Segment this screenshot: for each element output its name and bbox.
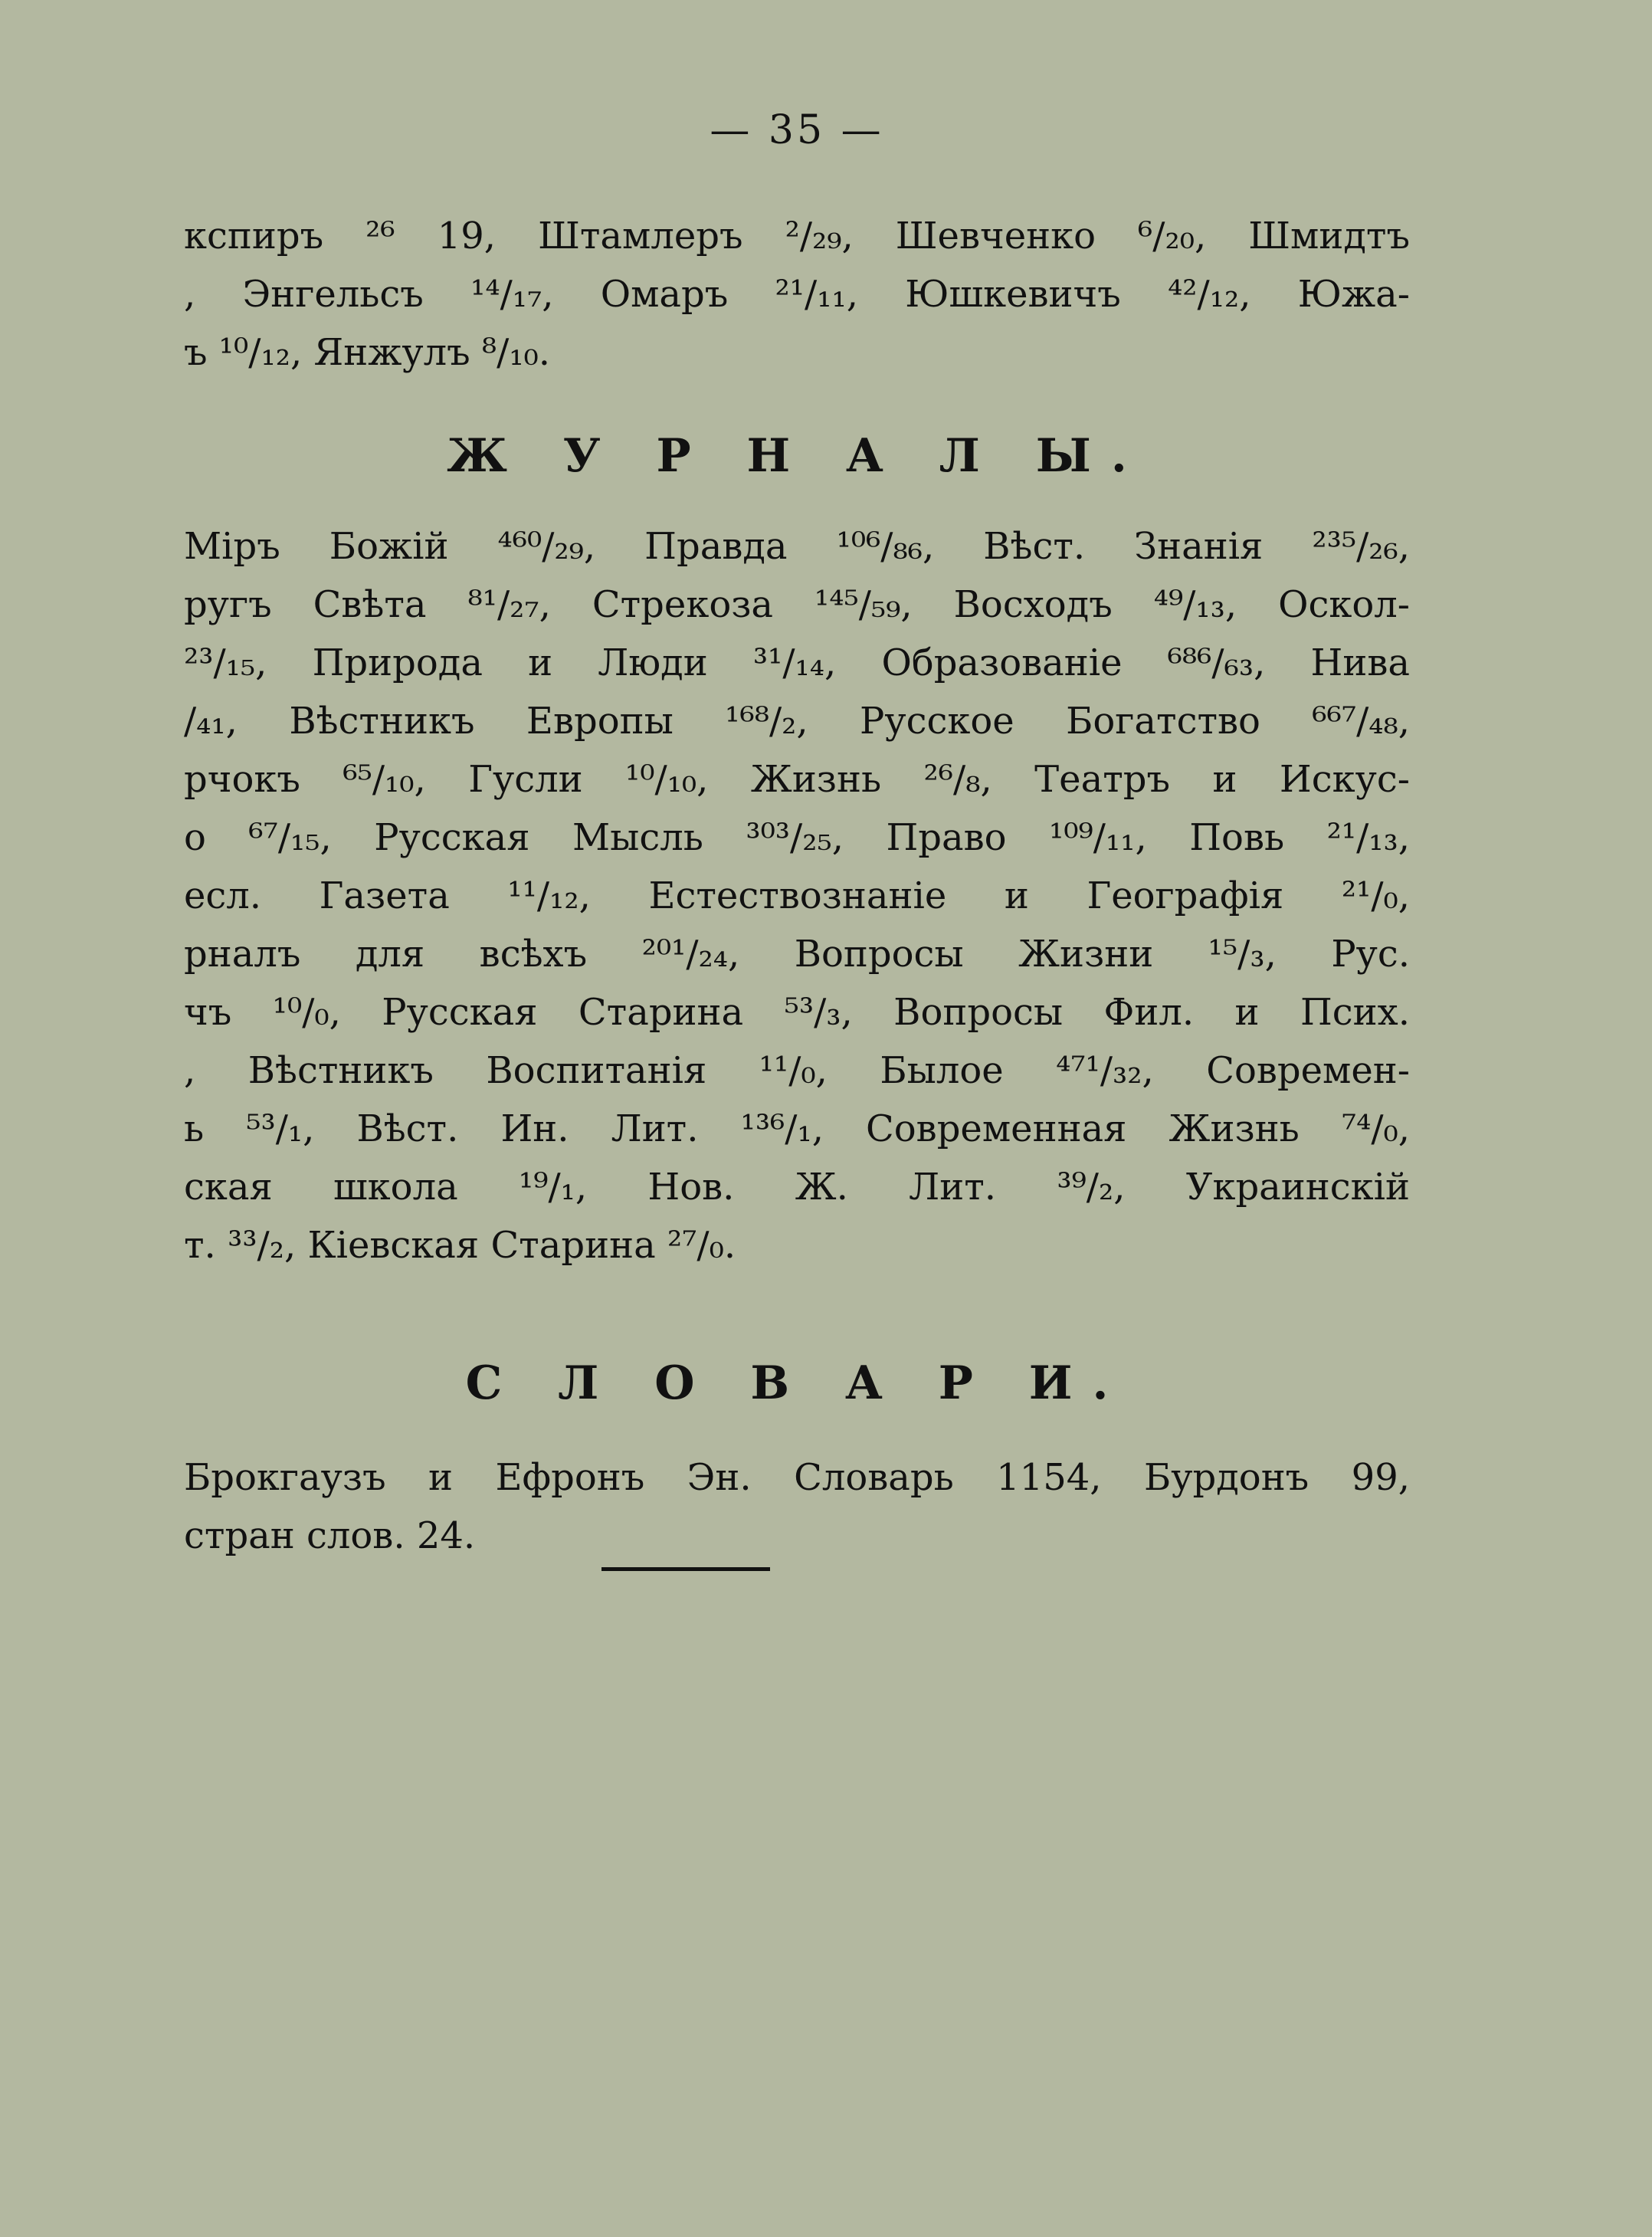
page-number: — 35 — bbox=[710, 107, 884, 153]
text-line: стран слов. 24. bbox=[184, 1514, 476, 1557]
text-line: т. ³³/₂, Кіевская Старина ²⁷/₀. bbox=[184, 1224, 736, 1267]
journals-paragraph bbox=[184, 517, 1410, 1274]
text-line: есл. Газета ¹¹/₁₂, Естествознаніе и Географія ²¹/₀, bbox=[184, 874, 1410, 917]
text-line: ская школа ¹⁹/₁, Нов. Ж. Лит. ³⁹/₂, Украинскій bbox=[184, 1166, 1410, 1209]
text-line: ²³/₁₅, Природа и Люди ³¹/₁₄, Образованіе ⁶⁸⁶/₆₃, Нива bbox=[184, 641, 1410, 684]
journals-heading: Ж У Р Н А Л Ы. bbox=[447, 429, 1147, 483]
text-line: , Вѣстникъ Воспитанія ¹¹/₀, Былое ⁴⁷¹/₃₂, Современ- bbox=[184, 1049, 1410, 1092]
text-line: ъ ¹⁰/₁₂, Янжулъ ⁸/₁₀. bbox=[184, 331, 551, 374]
text-line: рналъ для всѣхъ ²⁰¹/₂₄, Вопросы Жизни ¹⁵/₃, Рус. bbox=[184, 933, 1410, 976]
text-line: рчокъ ⁶⁵/₁₀, Гусли ¹⁰/₁₀, Жизнь ²⁶/₈, Театръ и Искус- bbox=[184, 758, 1410, 801]
text-line: о ⁶⁷/₁₅, Русская Мысль ³⁰³/₂₅, Право ¹⁰⁹/₁₁, Повь ²¹/₁₃, bbox=[184, 816, 1410, 859]
text-line: кспиръ ²⁶ 19, Штамлеръ ²/₂₉, Шевченко ⁶/₂₀, Шмидтъ bbox=[184, 215, 1410, 257]
text-line: ь ⁵³/₁, Вѣст. Ин. Лит. ¹³⁶/₁, Современная Жизнь ⁷⁴/₀, bbox=[184, 1107, 1410, 1150]
text-line: чъ ¹⁰/₀, Русская Старина ⁵³/₃, Вопросы Фил. и Псих. bbox=[184, 991, 1410, 1034]
closing-rule bbox=[601, 1567, 770, 1571]
text-line: ругъ Свѣта ⁸¹/₂₇, Стрекоза ¹⁴⁵/₅₉, Восходъ ⁴⁹/₁₃, Оскол- bbox=[184, 583, 1410, 626]
text-line: , Энгельсъ ¹⁴/₁₇, Омаръ ²¹/₁₁, Юшкевичъ ⁴²/₁₂, Южа- bbox=[184, 273, 1410, 316]
text-line: Брокгаузъ и Ефронъ Эн. Словарь 1154, Бурдонъ 99, bbox=[184, 1456, 1410, 1499]
text-line: /₄₁, Вѣстникъ Европы ¹⁶⁸/₂, Русское Богатство ⁶⁶⁷/₄₈, bbox=[184, 700, 1410, 743]
text-line: Міръ Божій ⁴⁶⁰/₂₉, Правда ¹⁰⁶/₈₆, Вѣст. Знанія ²³⁵/₂₆, bbox=[184, 525, 1410, 568]
names-tail-paragraph bbox=[184, 207, 1410, 382]
dictionaries-heading: С Л О В А Р И. bbox=[465, 1356, 1129, 1410]
dictionaries-paragraph bbox=[184, 1448, 1410, 1565]
